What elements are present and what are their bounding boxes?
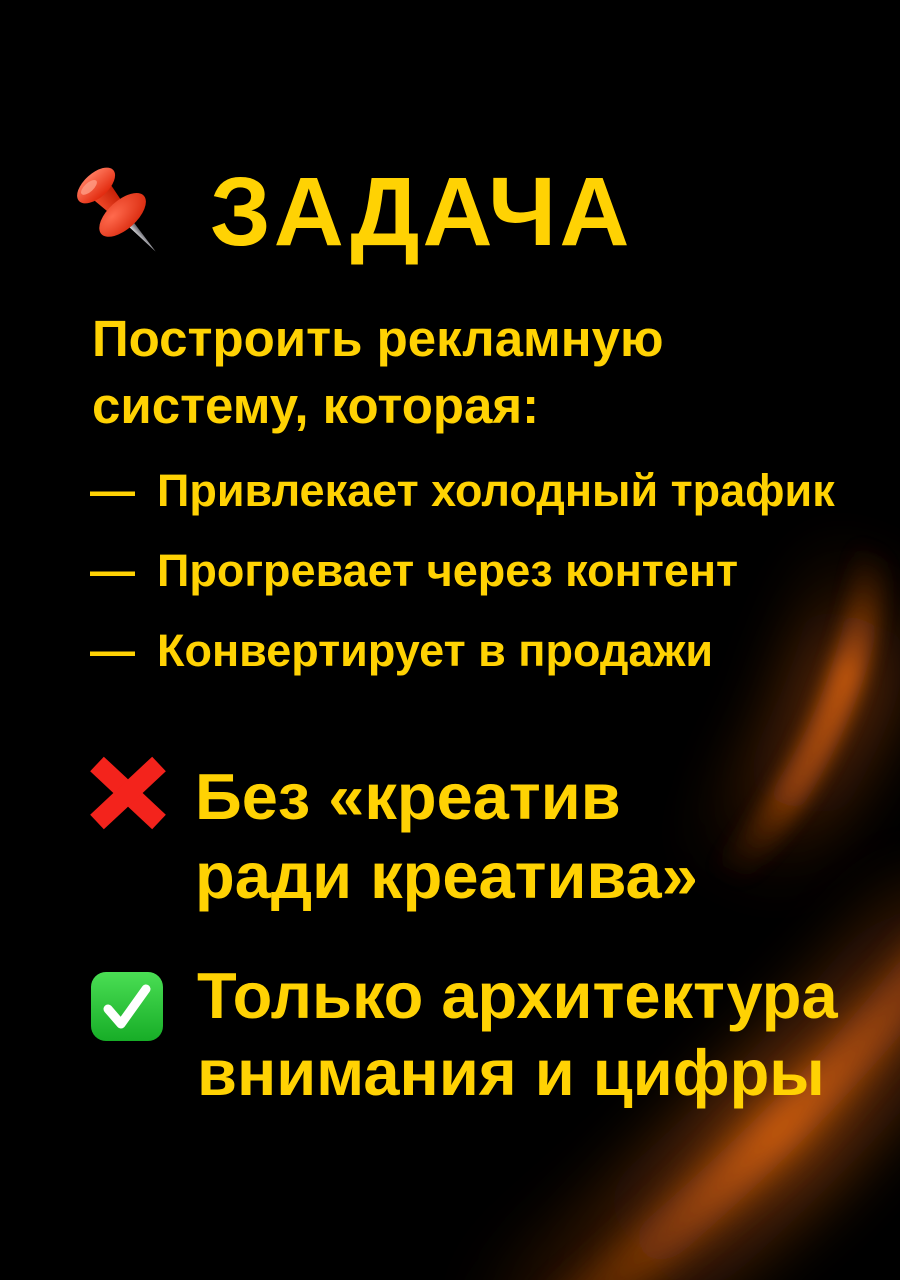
list-item <box>90 611 835 691</box>
cross-mark-icon <box>86 756 170 830</box>
rejected-line-2: ради креатива» <box>195 839 698 912</box>
rejected-line-1: Без «креатив <box>195 760 621 833</box>
intro-line-1: Построить рекламную <box>92 310 664 367</box>
intro-line-2: систему, которая: <box>92 377 540 434</box>
accepted-line-1: Только архитектура <box>197 959 838 1032</box>
page-title: ЗАДАЧА <box>210 157 633 266</box>
list-item <box>90 451 835 531</box>
check-mark-icon <box>90 971 164 1042</box>
dash-marker: — <box>90 625 135 676</box>
accepted-line-2: внимания и цифры <box>197 1036 825 1109</box>
bullet-list <box>90 451 835 691</box>
bullet-text: Прогревает через контент <box>157 545 739 596</box>
list-item <box>90 531 835 611</box>
intro-paragraph <box>92 305 664 439</box>
accepted-statement <box>197 957 838 1111</box>
bullet-text: Привлекает холодный трафик <box>157 465 835 516</box>
bullet-text: Конвертирует в продажи <box>157 625 714 676</box>
dash-marker: — <box>90 545 135 596</box>
dash-marker: — <box>90 465 135 516</box>
rejected-statement <box>195 757 698 915</box>
pushpin-icon <box>72 156 182 266</box>
